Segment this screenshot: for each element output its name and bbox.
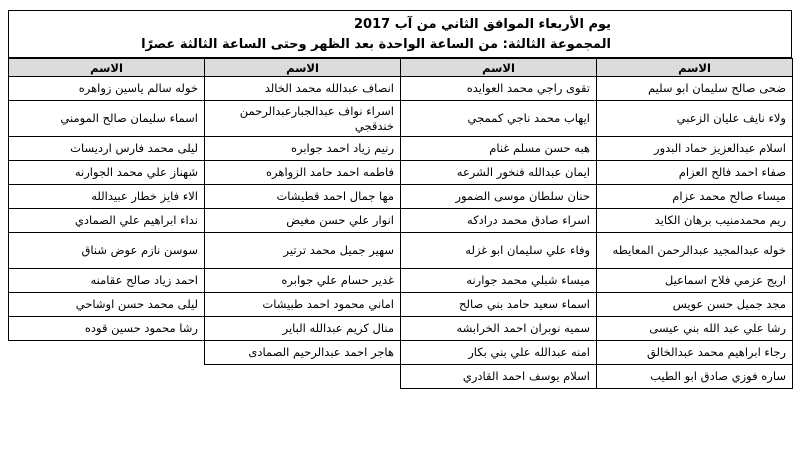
name-cell: ساره فوزي صادق ابو الطيب <box>597 365 793 389</box>
name-cell: ايهاب محمد ناجي كممجي <box>401 101 597 137</box>
date-heading: يوم الأربعاء الموافق الثاني من آب 2017 <box>354 17 611 32</box>
name-cell: انوار علي حسن مغيض <box>205 209 401 233</box>
column-header: الاسم <box>597 59 793 77</box>
name-cell: اسلام يوسف احمد القادري <box>401 365 597 389</box>
table-row <box>9 101 793 137</box>
name-cell: اسماء سعيد حامد بني صالح <box>401 293 597 317</box>
name-cell: ليلى محمد حسن اوشاحي <box>9 293 205 317</box>
name-cell: تقوى راجي محمد العوايده <box>401 77 597 101</box>
name-cell: ضحى صالح سليمان ابو سليم <box>597 77 793 101</box>
column-header: الاسم <box>9 59 205 77</box>
name-cell: ايمان عبدالله فنخور الشرعه <box>401 161 597 185</box>
header-row <box>9 59 793 77</box>
name-cell: ميساء شبلي محمد جوارنه <box>401 269 597 293</box>
name-cell: سوسن نازم عوض شناق <box>9 233 205 269</box>
name-cell: رنيم زياد احمد جوابره <box>205 137 401 161</box>
name-cell: حنان سلطان موسى الضمور <box>401 185 597 209</box>
empty-cell <box>9 365 205 389</box>
name-cell: اماني محمود احمد طبيشات <box>205 293 401 317</box>
title-box <box>8 10 792 58</box>
table-row <box>9 77 793 101</box>
table-row <box>9 233 793 269</box>
name-cell: وفاء علي سليمان ابو غزله <box>401 233 597 269</box>
name-cell: ليلى محمد فارس ارديسات <box>9 137 205 161</box>
name-cell: مجد جميل حسن عويس <box>597 293 793 317</box>
empty-cell <box>9 341 205 365</box>
name-cell: اسماء سليمان صالح المومني <box>9 101 205 137</box>
name-cell: منال كريم عبدالله الباير <box>205 317 401 341</box>
name-cell: صفاء احمد فالح العزام <box>597 161 793 185</box>
table-row <box>9 293 793 317</box>
name-cell: نداء ابراهيم علي الصمادي <box>9 209 205 233</box>
name-cell: خوله عبدالمجيد عبدالرحمن المعايطه <box>597 233 793 269</box>
table-row <box>9 137 793 161</box>
name-cell: الاء فايز خطار عبيدالله <box>9 185 205 209</box>
group-heading: المجموعة الثالثة: من الساعة الواحدة بعد الظهر وحتى الساعة الثالثة عصرًا <box>141 37 611 52</box>
schedule-sheet <box>8 10 792 454</box>
name-cell: اسراء صادق محمد درادكه <box>401 209 597 233</box>
name-cell: هاجر احمد عبدالرحيم الصمادى <box>205 341 401 365</box>
empty-cell <box>205 365 401 389</box>
names-table <box>8 58 793 389</box>
name-cell: انصاف عبدالله محمد الخالد <box>205 77 401 101</box>
column-header: الاسم <box>205 59 401 77</box>
name-cell: احمد زياد صالح عقامنه <box>9 269 205 293</box>
name-cell: سميه نوبران احمد الخرابشه <box>401 317 597 341</box>
name-cell: رشا محمود حسين قوده <box>9 317 205 341</box>
table-row <box>9 365 793 389</box>
name-cell: اريج عزمي فلاح اسماعيل <box>597 269 793 293</box>
table-row <box>9 317 793 341</box>
name-cell: ولاء نايف عليان الزعبي <box>597 101 793 137</box>
name-cell: مها جمال احمد قطيشات <box>205 185 401 209</box>
name-cell: هبه حسن مسلم غنام <box>401 137 597 161</box>
name-cell: ميساء صالح محمد عزام <box>597 185 793 209</box>
table-row <box>9 161 793 185</box>
table-row <box>9 341 793 365</box>
name-cell: غدير حسام علي جوابره <box>205 269 401 293</box>
name-cell: سهير جميل محمد ترتير <box>205 233 401 269</box>
name-cell: ريم محمدمنيب برهان الكايد <box>597 209 793 233</box>
name-cell: فاطمه احمد حامد الزواهره <box>205 161 401 185</box>
column-header: الاسم <box>401 59 597 77</box>
table-row <box>9 209 793 233</box>
name-cell: خوله سالم ياسين زواهره <box>9 77 205 101</box>
name-cell: رجاء ابراهيم محمد عبدالخالق <box>597 341 793 365</box>
name-cell: رشا علي عبد الله بني عيسى <box>597 317 793 341</box>
table-row <box>9 185 793 209</box>
name-cell: اسلام عبدالعزيز حماد البدور <box>597 137 793 161</box>
name-cell: امنه عبدالله علي بني بكار <box>401 341 597 365</box>
table-row <box>9 269 793 293</box>
name-cell: اسراء نواف عبدالجبارعبدالرحمن خندقجي <box>205 101 401 137</box>
name-cell: شهناز علي محمد الجوارنه <box>9 161 205 185</box>
